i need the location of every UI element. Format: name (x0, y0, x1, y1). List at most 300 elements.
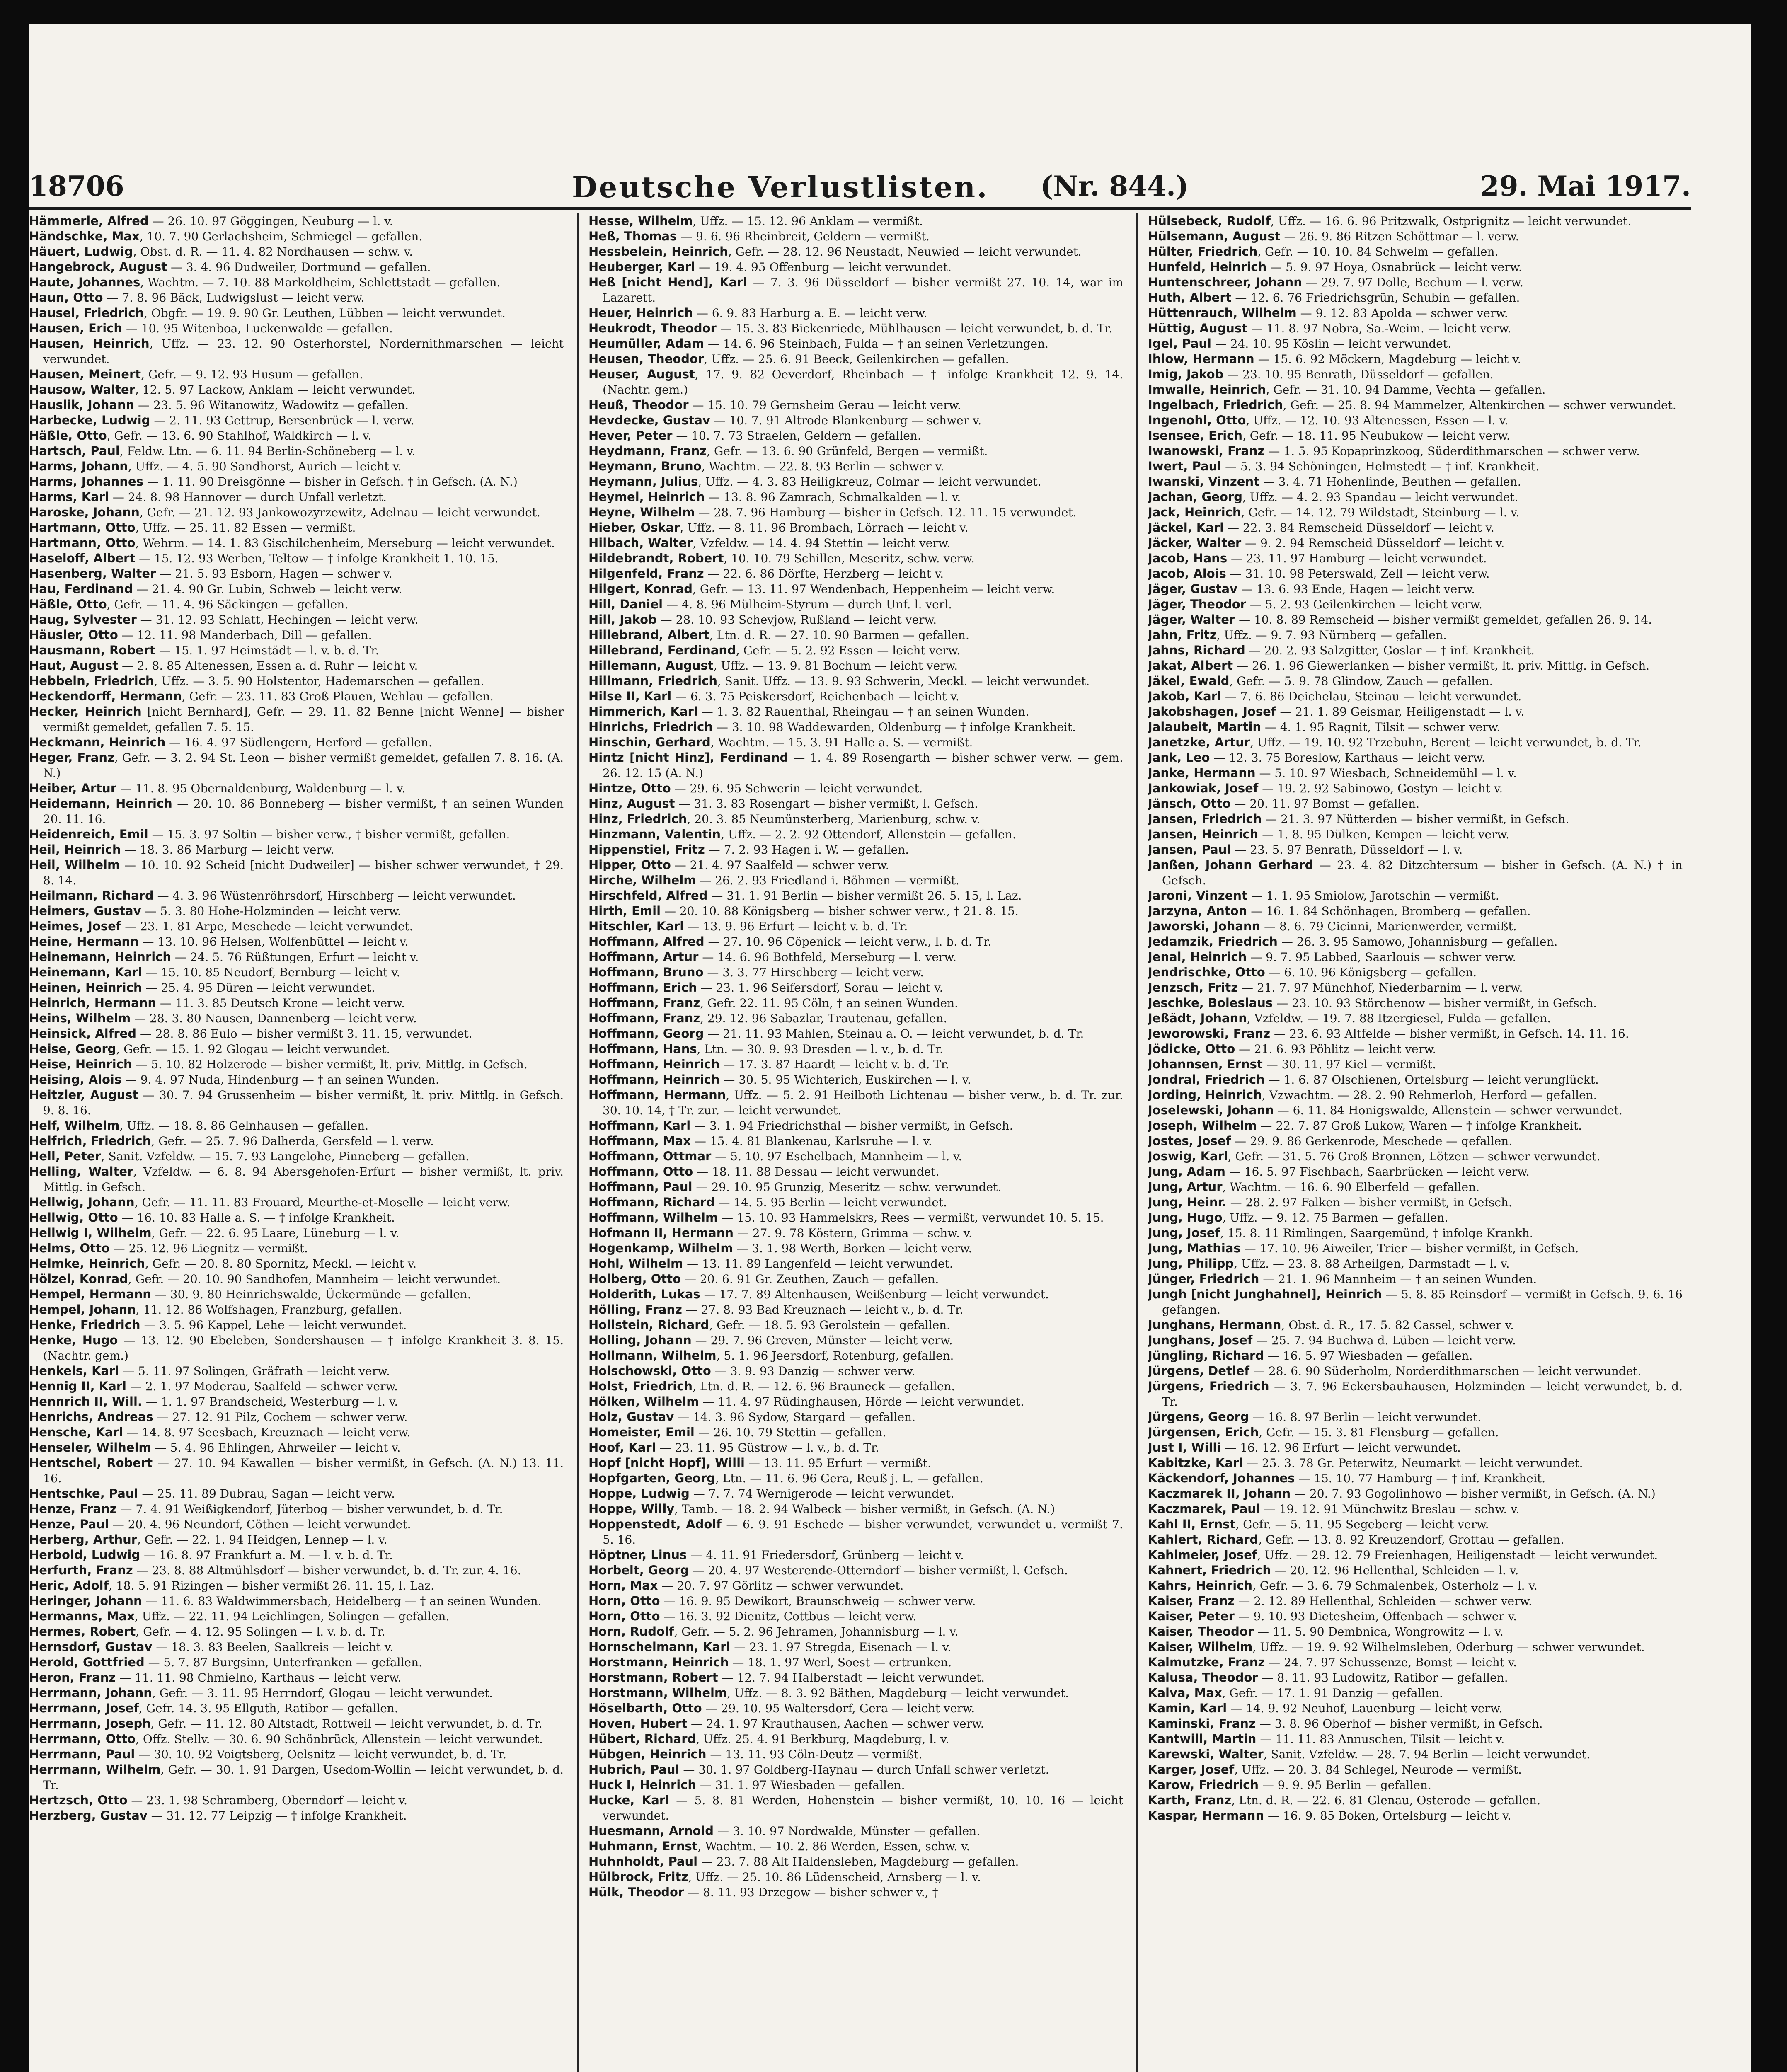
casualty-entry (29, 1501, 564, 1517)
casualty-name: Hunfeld, Heinrich (1148, 260, 1267, 274)
casualty-details: , Ltn. d. R. — 22. 6. 81 Glenau, Osterode — gefallen. (1231, 1794, 1540, 1807)
casualty-details: , Gefr. — 18. 11. 95 Neubukow — leicht verw. (1242, 429, 1510, 443)
casualty-entry (588, 505, 1123, 520)
casualty-entry (29, 704, 564, 735)
casualty-name: Jung, Heinr. (1148, 1195, 1227, 1209)
casualty-name: Horn, Max (588, 1578, 658, 1593)
casualty-name: Heil, Heinrich (29, 842, 121, 857)
casualty-entry (29, 1609, 564, 1624)
casualty-name: Herzberg, Gustav (29, 1808, 148, 1823)
casualty-details: — 5. 8. 85 Reinsdorf — vermißt in Gefsch. 9. 6. 16 gefangen. (1162, 1288, 1683, 1317)
casualty-name: Hildebrandt, Robert (588, 551, 724, 565)
casualty-details: — 31. 10. 98 Peterswald, Zell — leicht verw. (1226, 567, 1490, 581)
casualty-details: — 5. 3. 80 Hohe-Holzminden — leicht verw. (141, 904, 401, 918)
casualty-name: Kaiser, Peter (1148, 1609, 1235, 1623)
casualty-details: — 28. 7. 96 Hamburg — bisher in Gefsch. 12. 11. 15 verwundet. (695, 506, 1077, 519)
casualty-details: — 19. 12. 91 Münchwitz Breslau — schw. v. (1260, 1502, 1520, 1516)
casualty-details: — 1. 11. 90 Dreisgönne — bisher in Gefsch. † in Gefsch. (A. N.) (143, 475, 518, 489)
casualty-entry (1148, 1241, 1683, 1256)
casualty-entry (588, 1440, 1123, 1455)
casualty-name: Hoffmann, Alfred (588, 934, 705, 949)
casualty-name: Jüngling, Richard (1148, 1348, 1264, 1363)
casualty-entry (29, 1256, 564, 1271)
casualty-name: Janetzke, Artur (1148, 735, 1250, 749)
casualty-entry (29, 673, 564, 689)
casualty-details: — 14. 5. 95 Berlin — leicht verwundet. (714, 1196, 947, 1209)
casualty-entry (588, 1026, 1123, 1041)
casualty-details: , Gefr. — 14. 12. 79 Wildstadt, Steinburg — l. v. (1241, 506, 1520, 519)
casualty-entry (1148, 1747, 1683, 1762)
casualty-entry (1148, 474, 1683, 489)
casualty-name: Henke, Friedrich (29, 1318, 140, 1332)
casualty-entry (1148, 1072, 1683, 1087)
casualty-name: Hilgert, Konrad (588, 582, 693, 596)
casualty-entry (29, 1041, 564, 1057)
casualty-details: — 29. 10. 95 Grunzig, Meseritz — schw. verwundet. (692, 1180, 1002, 1194)
casualty-name: Hausen, Erich (29, 321, 123, 335)
casualty-name: Karger, Josef (1148, 1762, 1235, 1777)
masthead-title: Deutsche Verlustlisten. (572, 170, 989, 204)
casualty-details: — 9. 12. 83 Apolda — schwer verw. (1296, 306, 1508, 320)
casualty-details: , Uffz. — 15. 12. 96 Anklam — vermißt. (693, 214, 923, 228)
casualty-details: — 24. 7. 97 Schussenze, Bomst — leicht v. (1265, 1656, 1517, 1669)
casualty-details: — 7. 2. 93 Hagen i. W. — gefallen. (705, 843, 909, 857)
casualty-details: , 10. 7. 90 Gerlachsheim, Schmiegel — gefallen. (139, 230, 423, 243)
casualty-name: Hoffmann, Hans (588, 1042, 697, 1056)
casualty-entry (588, 474, 1123, 489)
casualty-details: — 6. 9. 91 Eschede — bisher verwundet, verwundet u. vermißt 7. 5. 16. (603, 1518, 1123, 1547)
casualty-entry (29, 643, 564, 658)
casualty-name: Heymann, Bruno (588, 459, 702, 473)
casualty-entry (1148, 995, 1683, 1011)
casualty-details: — 13. 8. 96 Zamrach, Schmalkalden — l. v. (705, 490, 961, 504)
casualty-name: Hasenberg, Walter (29, 566, 156, 581)
casualty-entry (1148, 597, 1683, 612)
casualty-name: Hau, Ferdinand (29, 582, 133, 596)
casualty-entry (29, 259, 564, 275)
casualty-entry (29, 612, 564, 627)
casualty-entry (1148, 1363, 1683, 1379)
casualty-entry (588, 244, 1123, 259)
casualty-details: , Gefr. — 5. 2. 96 Jehramen, Johannisburg — l. v. (674, 1625, 959, 1639)
casualty-details: , Gefr. — 31. 5. 76 Groß Bronnen, Lötzen — schwer verwundet. (1228, 1150, 1601, 1163)
casualty-entry (29, 275, 564, 290)
casualty-details: — 17. 10. 96 Aiweiler, Trier — bisher vermißt, in Gefsch. (1240, 1242, 1579, 1255)
casualty-name: Kahlmeier, Josef (1148, 1548, 1257, 1562)
casualty-name: Hennig II, Karl (29, 1379, 127, 1393)
casualty-name: Hoffmann, Bruno (588, 965, 704, 979)
casualty-details: , 10. 10. 79 Schillen, Meseritz, schw. verw. (724, 552, 975, 565)
casualty-details: — 28. 2. 97 Falken — bisher vermißt, in Gefsch. (1226, 1196, 1512, 1209)
casualty-details: — 23. 1. 98 Schramberg, Oberndorf — leicht v. (127, 1794, 407, 1807)
casualty-details: , Gefr. — 13. 6. 90 Grünfeld, Bergen — vermißt. (707, 444, 988, 458)
casualty-details: — 6. 3. 75 Peiskersdorf, Reichenbach — leicht v. (671, 690, 959, 703)
casualty-name: Jondral, Friedrich (1148, 1072, 1265, 1087)
casualty-name: Himmerich, Karl (588, 704, 698, 719)
casualty-details: , 29. 12. 96 Sabazlar, Trautenau, gefallen. (700, 1012, 947, 1025)
casualty-name: Hölzel, Konrad (29, 1272, 128, 1286)
casualty-details: — 13. 6. 93 Ende, Hagen — leicht verw. (1237, 582, 1475, 596)
casualty-entry (1148, 612, 1683, 627)
casualty-name: Hoppenstedt, Adolf (588, 1517, 722, 1531)
casualty-entry (588, 1195, 1123, 1210)
casualty-name: Jansen, Paul (1148, 842, 1231, 857)
casualty-name: Jeßädt, Johann (1148, 1011, 1247, 1025)
casualty-entry (588, 459, 1123, 474)
casualty-details: , Gefr. — 5. 9. 78 Glindow, Zauch — gefallen. (1229, 674, 1493, 688)
casualty-details: — 13. 9. 96 Erfurt — leicht v. b. d. Tr. (684, 920, 908, 933)
casualty-entry (1148, 1179, 1683, 1195)
casualty-details: — 4. 11. 91 Friedersdorf, Grünberg — leicht v. (687, 1548, 964, 1562)
casualty-name: Hohl, Wilhelm (588, 1256, 683, 1271)
casualty-entry (588, 796, 1123, 811)
casualty-name: Hoffmann, Erich (588, 980, 697, 995)
casualty-entry (588, 1655, 1123, 1670)
casualty-details: — 16. 3. 92 Dienitz, Cottbus — leicht verw. (660, 1610, 917, 1623)
casualty-name: Joswig, Karl (1148, 1149, 1228, 1163)
casualty-entry (29, 1685, 564, 1701)
casualty-entry (1148, 1271, 1683, 1287)
casualty-name: Heine, Hermann (29, 934, 139, 949)
casualty-details: — 5. 8. 81 Werden, Hohenstein — bisher vermißt, 10. 10. 16 — leicht verwundet. (603, 1794, 1123, 1823)
casualty-entry (29, 1026, 564, 1041)
casualty-name: Hernsdorf, Gustav (29, 1640, 153, 1654)
casualty-name: Huhmann, Ernst (588, 1839, 698, 1853)
casualty-name: Hülbrock, Fritz (588, 1870, 688, 1884)
casualty-details: — 6. 11. 84 Honigswalde, Allenstein — schwer verwundet. (1274, 1104, 1622, 1117)
casualty-details: — 24. 1. 97 Krauthausen, Aachen — schwer verw. (687, 1717, 984, 1731)
casualty-details: — 10. 95 Witenboa, Luckenwalde — gefallen. (122, 322, 393, 335)
casualty-details: — 31. 3. 83 Rosengart — bisher vermißt, l. Gefsch. (675, 797, 978, 811)
casualty-details: , Wehrm. — 14. 1. 83 Gischilchenheim, Merseburg — leicht verwundet. (135, 536, 555, 550)
casualty-name: Kaminski, Franz (1148, 1716, 1256, 1731)
casualty-name: Horstmann, Heinrich (588, 1655, 729, 1669)
casualty-entry (29, 505, 564, 520)
casualty-name: Heydmann, Franz (588, 444, 707, 458)
casualty-name: Heinrich, Hermann (29, 996, 157, 1010)
casualty-name: Herold, Gottfried (29, 1655, 145, 1669)
casualty-name: Heimes, Josef (29, 919, 121, 933)
casualty-name: Hübgen, Heinrich (588, 1747, 707, 1761)
casualty-details: , Gefr. — 11. 4. 96 Säckingen — gefallen. (107, 598, 349, 611)
casualty-details: — 11. 8. 97 Nobra, Sa.-Weim. — leicht verw. (1247, 322, 1511, 335)
casualty-entry (588, 275, 1123, 305)
casualty-details: — 15. 12. 93 Werben, Teltow — † infolge Krankheit 1. 10. 15. (135, 552, 499, 565)
casualty-name: Hoffmann, Max (588, 1134, 691, 1148)
casualty-name: Jäger, Walter (1148, 612, 1235, 627)
casualty-name: Heise, Heinrich (29, 1057, 132, 1071)
casualty-entry (1148, 229, 1683, 244)
casualty-entry (588, 1593, 1123, 1609)
casualty-name: Hölken, Wilhelm (588, 1394, 699, 1409)
casualty-details: , Uffz. — 19. 9. 92 Wilhelmsleben, Oderburg — schwer verwundet. (1252, 1640, 1645, 1654)
casualty-entry (1148, 1563, 1683, 1578)
casualty-entry (29, 1333, 564, 1363)
casualty-entry (1148, 980, 1683, 995)
casualty-details: , Uffz. — 23. 12. 90 Osterhorstel, Nordernithmarschen — leicht verwundet. (43, 337, 564, 366)
casualty-entry (588, 566, 1123, 581)
column-divider (1136, 213, 1138, 2072)
casualty-details: — 1. 6. 87 Olschienen, Ortelsburg — leicht verunglückt. (1264, 1073, 1599, 1087)
casualty-name: Hinz, August (588, 796, 675, 811)
casualty-details: — 23. 8. 88 Altmühlsdorf — bisher verwundet, b. d. Tr. zur. 4. 16. (133, 1564, 521, 1577)
casualty-details: — 10. 10. 92 Scheid [nicht Dudweiler] — bisher schwer verwundet, † 29. 8. 14. (43, 858, 564, 887)
casualty-details: — 5. 3. 94 Schöningen, Helmstedt — † inf. Krankheit. (1221, 460, 1540, 473)
casualty-details: — 13. 11. 89 Langenfeld — leicht verwundet. (683, 1257, 953, 1271)
casualty-details: — 7. 4. 91 Weißigkendorf, Jüterbog — bisher verwundet, b. d. Tr. (116, 1502, 503, 1516)
casualty-details: , Gefr. — 3. 2. 94 St. Leon — bisher vermißt gemeldet, gefallen 7. 8. 16. (A. N.) (43, 751, 564, 780)
casualty-details: — 9. 2. 94 Remscheid Düsseldorf — leicht v. (1241, 536, 1505, 550)
casualty-name: Heuer, Heinrich (588, 306, 693, 320)
casualty-name: Haug, Sylvester (29, 612, 137, 627)
casualty-entry (588, 1287, 1123, 1302)
casualty-name: Hauslik, Johann (29, 398, 135, 412)
casualty-name: Jording, Heinrich (1148, 1088, 1262, 1102)
casualty-entry (588, 1363, 1123, 1379)
casualty-details: , Gefr. — 11. 11. 83 Frouard, Meurthe-et-Moselle — leicht verw. (134, 1196, 511, 1209)
casualty-entry (1148, 735, 1683, 750)
casualty-name: Heymann, Julius (588, 474, 698, 489)
casualty-name: Jack, Heinrich (1148, 505, 1241, 519)
casualty-entry (29, 244, 564, 259)
casualty-name: Hoffmann, Hermann (588, 1088, 726, 1102)
casualty-name: Jürgensen, Erich (1148, 1425, 1259, 1439)
casualty-name: Hüttig, August (1148, 321, 1248, 335)
casualty-entry (1148, 1333, 1683, 1348)
casualty-name: Imwalle, Heinrich (1148, 382, 1266, 397)
casualty-entry (29, 1639, 564, 1655)
casualty-entry (588, 919, 1123, 934)
casualty-name: Hoof, Karl (588, 1440, 656, 1455)
casualty-details: — 15. 10. 85 Neudorf, Bernburg — leicht v. (142, 966, 400, 979)
casualty-entry (588, 597, 1123, 612)
casualty-entry (588, 689, 1123, 704)
casualty-name: Kaczmarek, Paul (1148, 1502, 1260, 1516)
casualty-name: Hinrichs, Friedrich (588, 720, 713, 734)
casualty-details: — 24. 10. 95 Köslin — leicht verwundet. (1211, 337, 1452, 351)
casualty-name: Jakat, Albert (1148, 658, 1233, 673)
casualty-entry (29, 413, 564, 428)
casualty-entry (29, 305, 564, 321)
casualty-name: Jung, Artur (1148, 1180, 1223, 1194)
casualty-name: Kalmutzke, Franz (1148, 1655, 1265, 1669)
casualty-details: , Feldw. Ltn. — 6. 11. 94 Berlin-Schöneberg — l. v. (119, 444, 416, 458)
casualty-details: , Vzfeldw. — 14. 4. 94 Stettin — leicht verw. (693, 536, 951, 550)
casualty-entry (1148, 781, 1683, 796)
casualty-entry (29, 1271, 564, 1287)
casualty-name: Höselbarth, Otto (588, 1701, 702, 1715)
casualty-entry (1148, 1026, 1683, 1041)
casualty-name: Horstmann, Robert (588, 1670, 718, 1685)
casualty-name: Hoven, Hubert (588, 1716, 688, 1731)
casualty-entry (29, 1057, 564, 1072)
casualty-details: , Gefr. — 17. 1. 91 Danzig — gefallen. (1222, 1686, 1443, 1700)
casualty-details: — 12. 6. 76 Friedrichsgrün, Schubin — gefallen. (1231, 291, 1520, 305)
casualty-details: — 28. 6. 90 Süderholm, Norderdithmarschen — leicht verwundet. (1249, 1364, 1642, 1378)
casualty-details: — 1. 1. 95 Smiolow, Jarotschin — vermißt. (1247, 889, 1499, 903)
casualty-name: Hausen, Meinert (29, 367, 141, 381)
casualty-entry (588, 581, 1123, 597)
casualty-entry (588, 1609, 1123, 1624)
casualty-entry (588, 551, 1123, 566)
casualty-entry (29, 428, 564, 443)
casualty-details: — 30. 9. 80 Heinrichswalde, Ückermünde — gefallen. (151, 1288, 471, 1301)
casualty-name: Heitzler, August (29, 1088, 138, 1102)
casualty-entry (1148, 673, 1683, 689)
casualty-name: Jäcker, Walter (1148, 536, 1242, 550)
casualty-entry (588, 1072, 1123, 1087)
casualty-details: — 4. 3. 96 Wüstenröhrsdorf, Hirschberg — leicht verwundet. (153, 889, 516, 903)
casualty-entry (588, 1762, 1123, 1777)
casualty-details: — 21. 1. 89 Geismar, Heiligenstadt — l. v. (1276, 705, 1525, 719)
casualty-name: Hentschel, Robert (29, 1456, 153, 1470)
casualty-details: — 15. 1. 97 Heimstädt — l. v. b. d. Tr. (155, 644, 379, 657)
casualty-entry (1148, 1670, 1683, 1685)
casualty-details: — 16. 5. 97 Fischbach, Saarbrücken — leicht verw. (1225, 1165, 1530, 1179)
casualty-details: , Gefr. — 3. 11. 95 Herrndorf, Glogau — leicht verwundet. (152, 1686, 493, 1700)
casualty-details: — 20. 10. 88 Königsberg — bisher schwer verw., † 21. 8. 15. (661, 904, 1019, 918)
page-header (29, 170, 1691, 203)
casualty-name: Harms, Karl (29, 490, 109, 504)
casualty-details: — 11. 4. 97 Rüdinghausen, Hörde — leicht verwundet. (699, 1395, 1024, 1409)
casualty-details: — 15. 4. 81 Blankenau, Karlsruhe — l. v. (691, 1134, 932, 1148)
casualty-entry (1148, 321, 1683, 336)
casualty-entry (1148, 428, 1683, 443)
casualty-entry (1148, 1348, 1683, 1363)
casualty-details: — 25. 11. 89 Dubrau, Sagan — leicht verw. (138, 1487, 395, 1501)
casualty-entry (588, 1624, 1123, 1639)
casualty-details: , Gefr. — 21. 12. 93 Jankowozyrzewitz, Adelnau — leicht verwundet. (139, 506, 540, 519)
casualty-name: Johannsen, Ernst (1148, 1057, 1263, 1071)
casualty-details: , Wachtm. — 15. 3. 91 Halle a. S. — vermißt. (710, 736, 973, 749)
casualty-details: — 15. 3. 97 Soltin — bisher verw., † bisher vermißt, gefallen. (148, 828, 510, 841)
casualty-details: — 16. 12. 96 Erfurt — leicht verwundet. (1221, 1441, 1461, 1455)
casualty-name: Henze, Paul (29, 1517, 109, 1531)
casualty-name: Hensche, Karl (29, 1425, 123, 1439)
casualty-name: Hubrich, Paul (588, 1762, 680, 1777)
casualty-name: Heiber, Artur (29, 781, 117, 795)
casualty-entry (29, 934, 564, 949)
casualty-name: Jeworowski, Franz (1148, 1026, 1271, 1041)
casualty-details: , Uffz. — 25. 6. 91 Beeck, Geilenkirchen — gefallen. (704, 352, 1009, 366)
casualty-entry (29, 919, 564, 934)
casualty-entry (29, 1149, 564, 1164)
casualty-entry (588, 980, 1123, 995)
casualty-column-2 (588, 213, 1123, 2072)
casualty-name: Hentschke, Paul (29, 1486, 138, 1501)
casualty-name: Kahl II, Ernst (1148, 1517, 1236, 1531)
casualty-details: — 5. 4. 96 Ehlingen, Ahrweiler — leicht v. (151, 1441, 401, 1455)
casualty-entry (588, 1685, 1123, 1701)
casualty-entry (1148, 689, 1683, 704)
casualty-name: Jung, Adam (1148, 1164, 1225, 1179)
casualty-details: , 20. 3. 85 Neumünsterberg, Marienburg, schw. v. (687, 812, 981, 826)
casualty-entry (588, 1164, 1123, 1179)
casualty-entry (29, 1011, 564, 1026)
casualty-name: Heckmann, Heinrich (29, 735, 166, 749)
casualty-entry (29, 213, 564, 229)
casualty-name: Heil, Wilhelm (29, 858, 120, 872)
casualty-entry (29, 551, 564, 566)
casualty-entry (588, 857, 1123, 873)
casualty-name: Horn, Otto (588, 1609, 660, 1623)
casualty-entry (588, 673, 1123, 689)
casualty-details: , Uffz. — 5. 2. 91 Heilboth Lichtenau — bisher verw., b. d. Tr. zur. 30. 10. 14, † Tr. zur. — leicht verwundet. (603, 1088, 1123, 1117)
casualty-details: — 27. 9. 78 Köstern, Grimma — schw. v. (734, 1226, 973, 1240)
casualty-entry (1148, 336, 1683, 351)
casualty-entry (29, 658, 564, 673)
casualty-name: Käckendorf, Johannes (1148, 1471, 1295, 1485)
casualty-entry (29, 1379, 564, 1394)
casualty-details: — 16. 4. 97 Südlengern, Herford — gefallen. (165, 736, 432, 749)
casualty-entry (1148, 1041, 1683, 1057)
casualty-entry (588, 1578, 1123, 1593)
casualty-details: , Sanit. Uffz. — 13. 9. 93 Schwerin, Meckl. — leicht verwundet. (717, 674, 1090, 688)
casualty-entry (588, 1348, 1123, 1363)
casualty-name: Hirche, Wilhelm (588, 873, 696, 887)
casualty-name: Heise, Georg (29, 1042, 116, 1056)
casualty-name: Hellwig, Otto (29, 1210, 118, 1225)
casualty-name: Hirth, Emil (588, 904, 661, 918)
casualty-details: — 5. 9. 97 Hoya, Osnabrück — leicht verw. (1266, 260, 1522, 274)
casualty-name: Huhnholdt, Paul (588, 1854, 698, 1869)
casualty-details: — 30. 7. 94 Grussenheim — bisher vermißt, lt. priv. Mittlg. in Gefsch. 9. 8. 16. (43, 1088, 564, 1117)
casualty-name: Holz, Gustav (588, 1410, 674, 1424)
casualty-name: Jung, Philipp (1148, 1256, 1234, 1271)
casualty-entry (588, 1057, 1123, 1072)
issue-date: 29. Mai 1917. (1480, 170, 1691, 202)
casualty-details: — 3. 8. 96 Oberhof — bisher vermißt, in Gefsch. (1255, 1717, 1543, 1731)
casualty-entry (1148, 259, 1683, 275)
casualty-details: — 19. 4. 95 Offenburg — leicht verwundet. (695, 260, 952, 274)
casualty-name: Henrichs, Andreas (29, 1410, 153, 1424)
casualty-entry (588, 1317, 1123, 1333)
casualty-entry (29, 1517, 564, 1532)
casualty-name: Karth, Franz (1148, 1793, 1232, 1807)
casualty-entry (29, 1701, 564, 1716)
casualty-name: Helling, Walter (29, 1164, 133, 1179)
casualty-name: Kantwill, Martin (1148, 1732, 1257, 1746)
casualty-details: , Wachtm. — 22. 8. 93 Berlin — schwer v. (701, 460, 944, 473)
casualty-entry (1148, 290, 1683, 305)
casualty-name: Holderith, Lukas (588, 1287, 700, 1301)
casualty-entry (1148, 382, 1683, 397)
casualty-details: — 29. 10. 95 Waltersdorf, Gera — leicht verw. (702, 1702, 975, 1715)
casualty-name: Hausmann, Robert (29, 643, 155, 657)
casualty-name: Herrmann, Joseph (29, 1716, 151, 1731)
casualty-details: — 23. 1. 97 Stregda, Eisenach — l. v. (730, 1640, 952, 1654)
casualty-entry (1148, 1517, 1683, 1532)
casualty-entry (1148, 1609, 1683, 1624)
casualty-entry (588, 1087, 1123, 1118)
casualty-entry (29, 1624, 564, 1639)
casualty-entry (1148, 1701, 1683, 1716)
casualty-entry (588, 781, 1123, 796)
casualty-details: — 8. 11. 93 Ludowitz, Ratibor — gefallen. (1258, 1671, 1508, 1685)
casualty-details: — 15. 10. 93 Hammelskrs, Rees — vermißt, verwundet 10. 5. 15. (718, 1211, 1104, 1225)
casualty-entry (1148, 551, 1683, 566)
casualty-entry (588, 873, 1123, 888)
casualty-entry (1148, 505, 1683, 520)
casualty-entry (588, 489, 1123, 505)
casualty-details: , 5. 1. 96 Jeersdorf, Rotenburg, gefallen. (716, 1349, 954, 1363)
casualty-details: — 30. 10. 92 Voigtsberg, Oelsnitz — leicht verwundet, b. d. Tr. (135, 1748, 506, 1761)
casualty-entry (1148, 796, 1683, 811)
casualty-entry (588, 1670, 1123, 1685)
casualty-details: — 12. 11. 98 Manderbach, Dill — gefallen. (118, 628, 372, 642)
casualty-name: Henseler, Wilhelm (29, 1440, 151, 1455)
casualty-details: , Ltn. d. R. — 12. 6. 96 Brauneck — gefallen. (693, 1380, 955, 1393)
